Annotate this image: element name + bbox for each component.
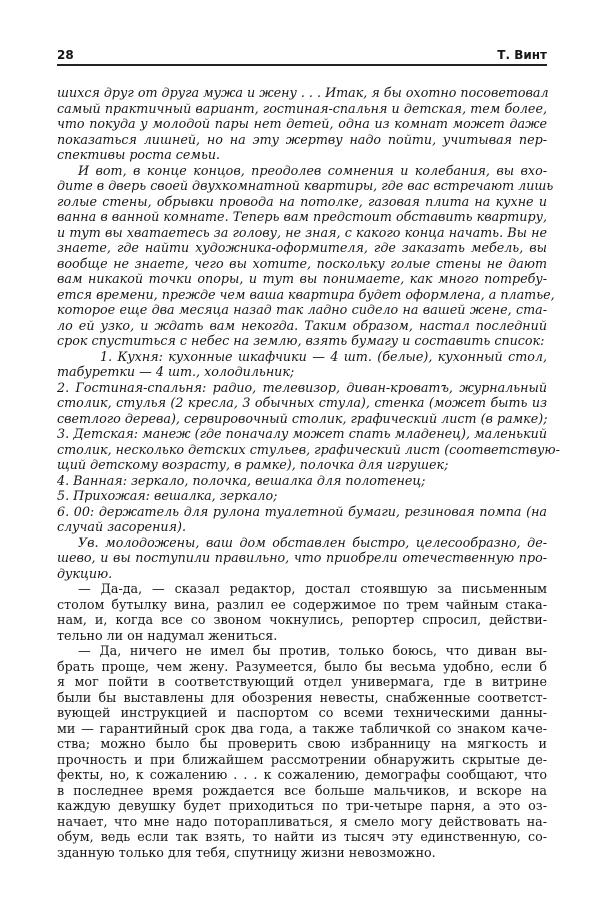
paragraph xyxy=(57,162,555,349)
text-line: 4. Ванная: зеркало, полочка, вешалка для полотенец; xyxy=(57,472,426,488)
text-line: голые стены, обрывки провода на потолке, газовая плита на кухне и xyxy=(57,193,547,209)
text-line: Ув. молодожены, ваш дом обставлен быстро, целесообразно, де- xyxy=(78,534,547,550)
text-line: показаться лишней, но на эту жертву надо пойти, учитывая пер- xyxy=(57,131,547,147)
text-line: брать проще, чем жену. Разумеется, было бы весьма удобно, если б xyxy=(57,658,547,674)
text-line: прочность и при ближайшем рассмотрении обнаружить скрытые де- xyxy=(57,751,547,767)
text-line: столик, несколько детских стульев, графический лист (соответствую- xyxy=(57,441,560,457)
text-line: вующей инструкцией и паспортом со всеми техническими данны- xyxy=(57,705,547,720)
text-line: шихся друг от друга мужа и жену . . . Итак, я бы охотно посоветовал xyxy=(57,85,549,100)
paragraph xyxy=(57,581,547,643)
text-line: табуретки — 4 шт., холодильник; xyxy=(57,364,295,379)
text-line: самый практичный вариант, гостиная-спальня и детская, тем более, xyxy=(57,100,547,116)
list-item xyxy=(57,349,547,380)
list-item xyxy=(57,504,547,535)
text-line: 1. Кухня: кухонные шкафчики — 4 шт. (белые), кухонный стол, xyxy=(100,348,547,364)
text-line: 5. Прихожая: вешалка, зеркало; xyxy=(57,488,278,503)
text-line: ми — гарантийный срок два года, а также табличкой со знаком каче- xyxy=(57,720,547,736)
text-line: что покуда у молодой пары нет детей, одна из комнат может даже xyxy=(57,116,547,131)
text-line: — Да-да, — сказал редактор, достал стоявшую за письменным xyxy=(78,581,547,596)
text-line: зданную только для тебя, спутницу жизни невозможно. xyxy=(57,844,436,860)
text-line: которое еще два месяца назад так ладно сидело на вашей жене, ста- xyxy=(57,302,547,317)
text-line: 3. Детская: манеж (где поначалу может спать младенец), маленький xyxy=(57,426,547,441)
text-line: вообще не знаете, чего вы хотите, поскольку голые стены не дают xyxy=(57,255,547,271)
text-line: фекты, но, к сожалению . . . к сожалению, демографы сообщают, что xyxy=(57,767,547,782)
text-line: шево, и вы поступили правильно, что приобрели отечественную про- xyxy=(57,550,547,565)
text-line: ства; можно было бы проверить свою избранницу на мягкость и xyxy=(57,736,547,751)
text-line: вам никакой точки опоры, и тут вы понимаете, как много потребу- xyxy=(57,271,547,286)
running-head-author: Т. Винт xyxy=(497,48,547,62)
page-header xyxy=(57,46,547,66)
text-line: ло ей узко, и ждать вам некогда. Таким образом, настал последний xyxy=(57,317,547,333)
list-item xyxy=(57,473,547,489)
text-line: обум, ведь если так взять, то найти из тысяч эту единственную, со- xyxy=(57,829,547,844)
text-line: ванна в ванной комнате. Теперь вам предстоит обставить квартиру, xyxy=(57,209,547,224)
list-item xyxy=(57,488,547,504)
text-line: спективы роста семьи. xyxy=(57,147,221,162)
text-line: в последнее время рождается все больше мальчиков, и вскоре на xyxy=(57,782,547,798)
text-line: ется времени, прежде чем ваша квартира будет оформлена, а платье, xyxy=(57,286,555,302)
text-line: начает, что мне надо поторапливаться, я смело могу действовать на- xyxy=(57,813,547,829)
text-line: каждую девушку будет приходиться по три-четыре парня, а это оз- xyxy=(57,798,547,813)
text-line: 6. 00: держатель для рулона туалетной бумаги, резиновая помпа (на xyxy=(57,503,547,519)
text-line: я мог пойти в соответствующий отдел универмага, где в витрине xyxy=(57,674,547,689)
list-item xyxy=(57,426,560,473)
text-line: нам, и, когда все со звоном чокнулись, репортер спросил, действи- xyxy=(57,612,547,627)
text-line: знаете, где найти художника-оформителя, где заказать мебель, вы xyxy=(57,240,547,255)
text-line: щий детскому возрасту, в рамке), полочка для игрушек; xyxy=(57,457,449,472)
text-line: 2. Гостиная-спальня: радио, телевизор, диван-кроватъ, журнальный xyxy=(57,379,547,395)
text-line: срок спуститься с небес на землю, взять бумагу и составить список: xyxy=(57,333,545,348)
paragraph xyxy=(57,535,547,582)
paragraph xyxy=(57,85,547,163)
text-line: случай засорения). xyxy=(57,519,186,534)
text-line: дите в дверь своей двухкомнатной квартиры, где вас встречают лишь xyxy=(57,178,554,193)
text-line: столом бутылку вина, разлил ее содержимое по трем чайным стака- xyxy=(57,596,547,612)
page-body xyxy=(57,85,560,860)
text-line: И вот, в конце концов, преодолев сомнения и колебания, вы вхо- xyxy=(78,162,547,178)
text-line: дукцию. xyxy=(57,565,113,581)
list-item xyxy=(57,380,547,427)
text-line: — Да, ничего не имел бы против, только боюсь, что диван вы- xyxy=(78,643,547,658)
paragraph xyxy=(57,643,547,860)
page-number: 28 xyxy=(57,48,74,62)
text-line: были бы выставлены для обозрения невесты, снабженные соответст- xyxy=(57,689,547,705)
text-line: и тут вы хватаетесь за голову, не зная, с какого конца начать. Вы не xyxy=(57,224,547,240)
text-line: столик, стулья (2 кресла, 3 обычных стула), стенка (может быть из xyxy=(57,395,547,410)
text-line: светлого дерева), сервировочный столик, графический лист (в рамке); xyxy=(57,410,548,426)
text-line: тельно ли он надумал жениться. xyxy=(57,627,278,643)
